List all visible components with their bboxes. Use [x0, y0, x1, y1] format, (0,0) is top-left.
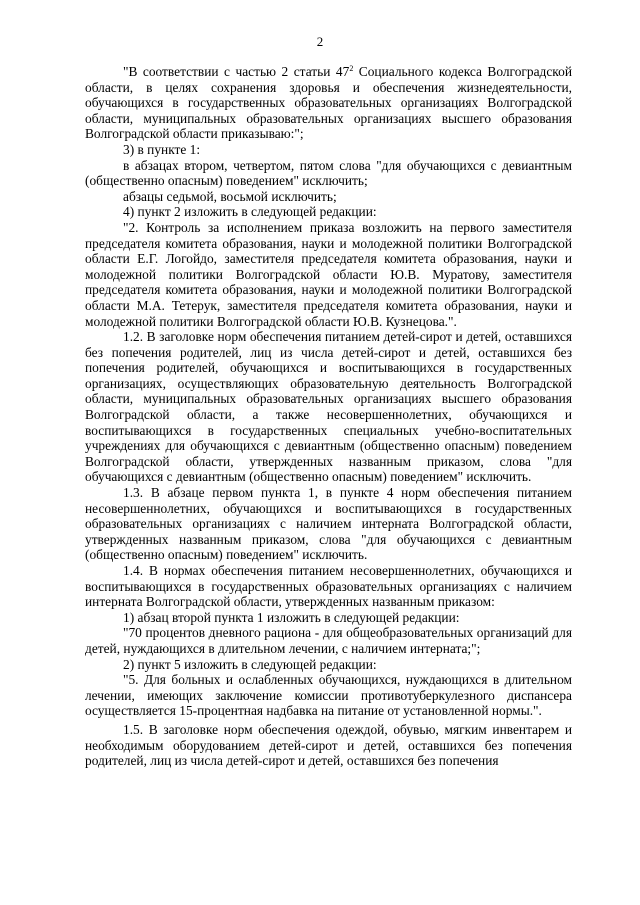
paragraph-1-5: 1.5. В заголовке норм обеспечения одеждой, обувью, мягким инвентарем и необходимым оборудованием детей-сирот и детей, оставшихся без попечения родителей, лиц из числа детей-сирот и детей, оставшихся без попечения — [85, 721, 572, 769]
paragraph-1-2: 1.2. В заголовке норм обеспечения питанием детей-сирот и детей, оставшихся без попечения родителей, лиц из числа детей-сирот и детей, оставшихся без попечения родителей, обучающихся и воспитывающихся в государственных организациях, осуществляющих образовательную деятельность Волгоградской области, муниципальных образовательных организациях высшего образования Волгоградской области, а также несовершеннолетних, обучающихся и воспитывающихся в государственных специальных учебно-воспитательных учреждениях для обучающихся с девиантным (общественно опасным) поведением Волгоградской области, утвержденных названным приказом, слова "для обучающихся с девиантным (общественно опасным) поведением" исключить. — [85, 329, 572, 485]
paragraph-70-percent: "70 процентов дневного рациона - для общеобразовательных организаций для детей, нуждающихся в длительном лечении, с наличием интерната;"; — [85, 625, 572, 656]
paragraph-preamble — [85, 64, 572, 142]
paragraph-control: "2. Контроль за исполнением приказа возложить на первого заместителя председателя комитета образования, науки и молодежной политики Волгоградской области Е.Г. Логойдо, заместителя председателя комитета образования, науки и молодежной политики Волгоградской области Ю.В. Муратову, заместителя председателя комитета образования, науки и молодежной политики Волгоградской области М.А. Тетерук, заместителя председателя комитета образования, науки и молодежной политики Волгоградской области Ю.В. Кузнецова.". — [85, 219, 572, 329]
paragraph-1-4-item-1: 1) абзац второй пункта 1 изложить в следующей редакции: — [123, 609, 460, 625]
paragraph-1-4: 1.4. В нормах обеспечения питанием несовершеннолетних, обучающихся и воспитывающихся в государственных образовательных организациях с наличием интерната Волгоградской области, утвержденных названным приказом: — [85, 563, 572, 610]
paragraph-preamble-text: "В соответствии с частью 2 статьи 47 — [123, 64, 350, 79]
paragraph-item-4: 4) пункт 2 изложить в следующей редакции: — [123, 204, 377, 220]
paragraph-exclude: абзацы седьмой, восьмой исключить; — [123, 188, 337, 204]
paragraph-1-4-item-2: 2) пункт 5 изложить в следующей редакции: — [123, 656, 377, 672]
paragraph-item-3: 3) в пункте 1: — [123, 141, 201, 157]
superscript: 2 — [349, 64, 354, 73]
document-body — [85, 64, 572, 769]
paragraph-abzacy: в абзацах втором, четвертом, пятом слова "для обучающихся с девиантным (общественно опасным) поведением" исключить; — [85, 157, 572, 189]
paragraph-preamble-text-cont: Социального кодекса Волгоградской области, в целях сохранения здоровья и обеспечения жизнедеятельности, обучающихся в государственных образовательных организациях Волгоградской области, муниципальных образовательных организациях высшего образования Волгоградской области приказываю:"; — [85, 64, 572, 142]
page-number: 2 — [316, 34, 324, 49]
paragraph-1-3: 1.3. В абзаце первом пункта 1, в пункте 4 норм обеспечения питанием несовершеннолетних, обучающихся и воспитывающихся в государственных образовательных организациях с наличием интерната Волгоградской области, утвержденных названным приказом, слова "для обучающихся с девиантным (общественно опасным) поведением" исключить. — [85, 485, 572, 563]
paragraph-item-5: "5. Для больных и ослабленных обучающихся, нуждающихся в длительном лечении, имеющих заключение комиссии противотуберкулезного диспансера осуществляется 15-процентная надбавка на питание от установленной нормы.". — [85, 672, 572, 719]
